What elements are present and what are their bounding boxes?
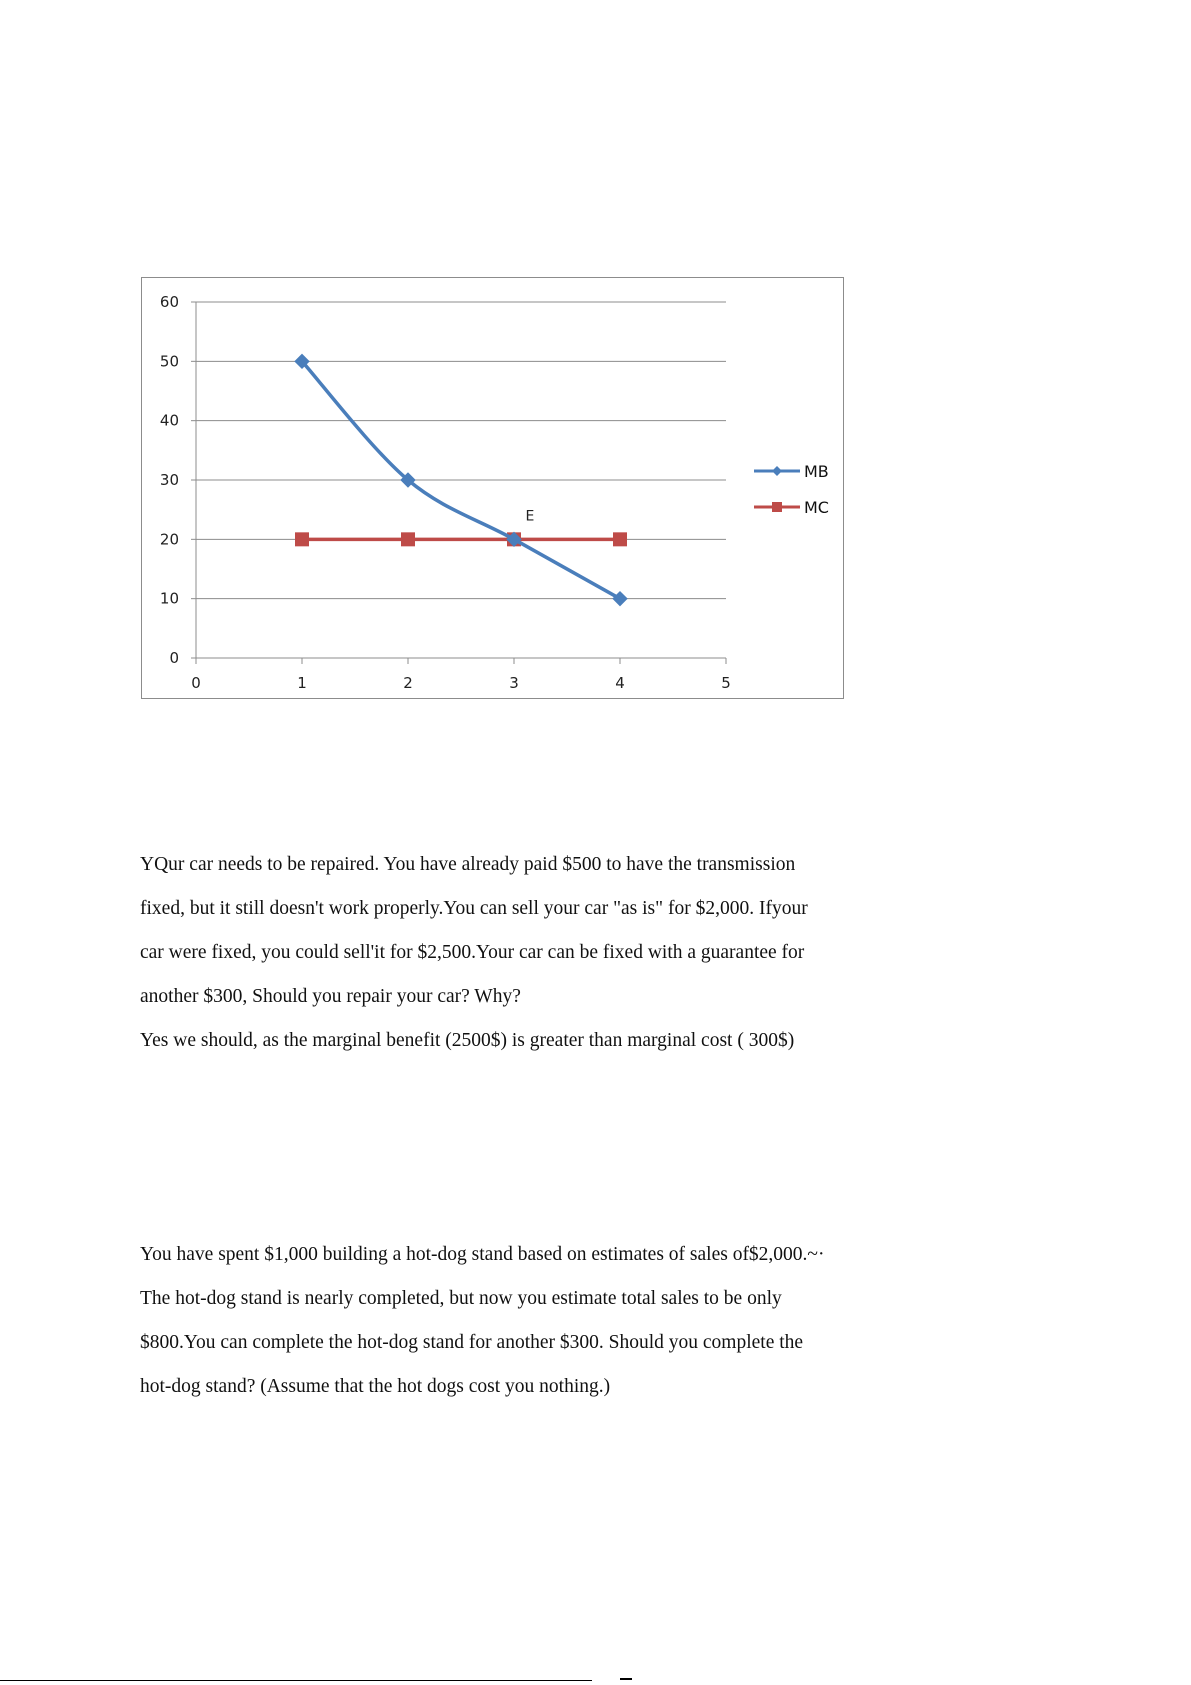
question-2-line: The hot-dog stand is nearly completed, but now you estimate total sales to be only [140, 1288, 782, 1309]
y-tick-label: 60 [159, 293, 179, 311]
x-tick-label: 4 [615, 674, 625, 692]
x-tick-label: 1 [297, 674, 307, 692]
question-2-line: You have spent $1,000 building a hot-dog stand based on estimates of sales of$2,000.~· [140, 1244, 825, 1265]
x-tick-label: 0 [191, 674, 201, 692]
x-tick-label: 3 [509, 674, 519, 692]
footer-rule [0, 1680, 592, 1681]
question-2-line: $800.You can complete the hot-dog stand for another $300. Should you complete the [140, 1332, 804, 1353]
chart-canvas [142, 278, 845, 700]
question-1-answer: Yes we should, as the marginal benefit (2500$) is greater than marginal cost ( 300$) [140, 1030, 795, 1051]
data-point-mc [401, 532, 415, 546]
y-tick-label: 40 [159, 411, 179, 430]
question-1-line: fixed, but it still doesn't work properly.You can sell your car "as is" for $2,000. Ifyour [140, 898, 808, 919]
legend-label-mb: MB [804, 462, 829, 481]
y-tick-label: 50 [159, 352, 179, 371]
legend-marker-mc [772, 502, 782, 512]
legend-marker-mb [772, 466, 782, 476]
question-1-line: another $300, Should you repair your car? Why? [140, 986, 521, 1007]
legend-label-mc: MC [804, 498, 829, 517]
footer-mark [620, 1678, 632, 1680]
data-point-mb [613, 592, 627, 606]
x-tick-label: 2 [403, 674, 413, 692]
question-1-line: YQur car needs to be repaired. You have already paid $500 to have the transmission [140, 854, 796, 875]
question-1 [140, 843, 900, 1063]
data-point-mc [295, 532, 309, 546]
y-tick-label: 10 [159, 589, 179, 608]
y-tick-label: 30 [159, 471, 179, 489]
x-tick-label: 5 [721, 674, 731, 692]
question-1-line: car were fixed, you could sell'it for $2,500.Your car can be fixed with a guarantee for [140, 942, 805, 963]
y-tick-label: 0 [169, 649, 179, 667]
question-2 [140, 1233, 900, 1409]
y-tick-label: 20 [159, 530, 179, 549]
annotation-label: E [525, 508, 535, 525]
mb-mc-chart [141, 277, 844, 699]
data-point-mc [613, 532, 627, 546]
question-2-line: hot-dog stand? (Assume that the hot dogs cost you nothing.) [140, 1376, 611, 1397]
